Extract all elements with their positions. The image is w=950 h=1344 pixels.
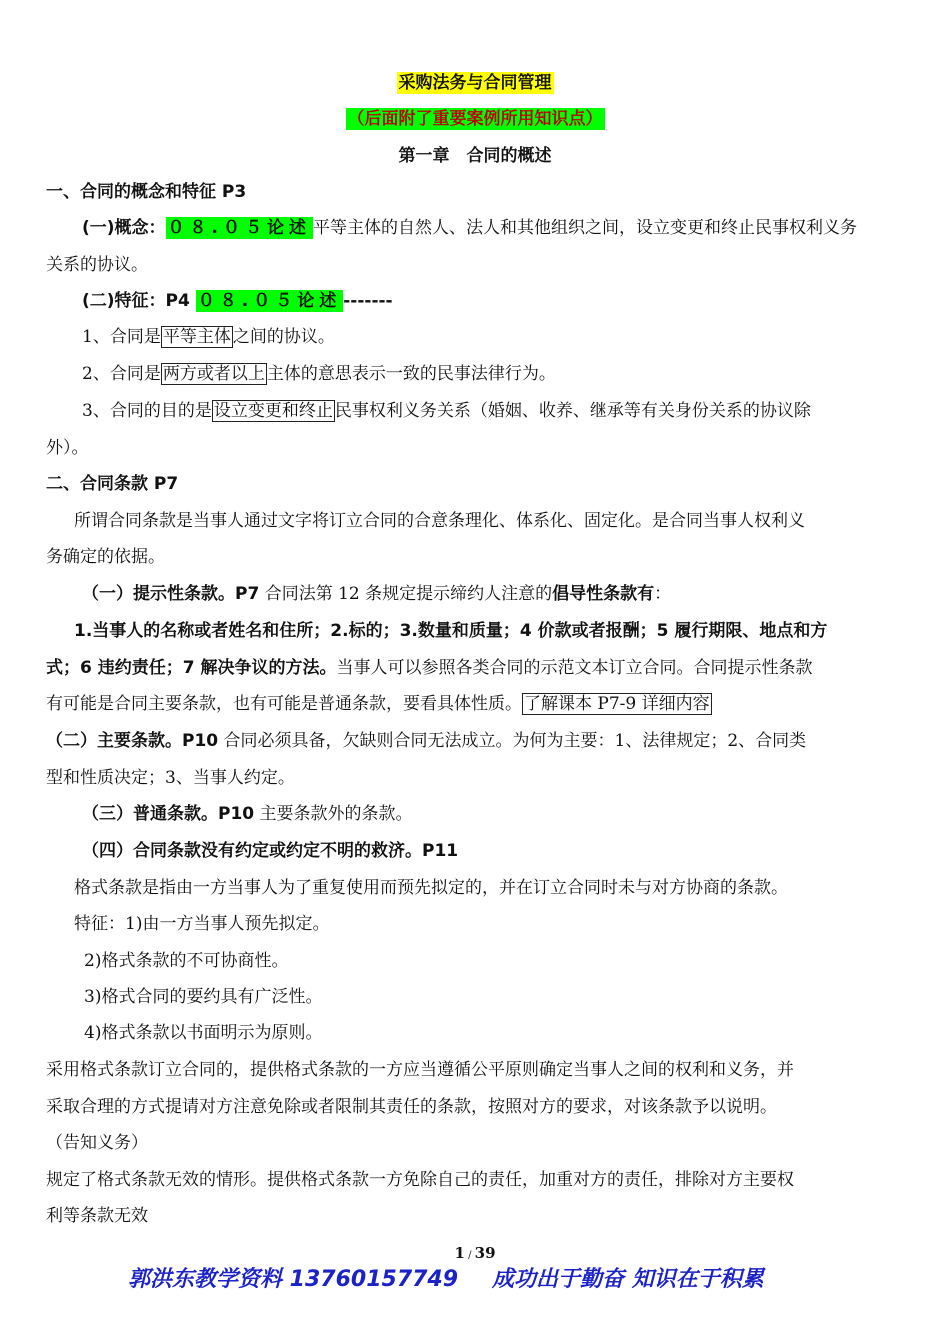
ordinary-clause-line: （三）普通条款。P10 主要条款外的条款。 [82,804,413,824]
section-1-heading: 一、合同的概念和特征 P3 [46,182,247,202]
doc-subtitle: （后面附了重要案例所用知识点） [347,109,603,129]
clause-intro: 所谓合同条款是当事人通过文字将订立合同的合意条理化、体系化、固定化。是合同当事人权利义 [74,511,805,531]
clause-intro-cont: 务确定的依据。 [46,547,165,567]
standard-feature-3: 3)格式合同的要约具有广泛性。 [84,987,323,1007]
textbook-reference-box: 了解课本 P7-9 详细内容 [524,694,710,714]
paragraph-line: 利等条款无效 [46,1206,148,1226]
feature-item-2: 2、合同是 两方或者以上 主体的意思表示一致的民事法律行为。 [82,364,556,384]
feature-line: (二)特征：P4 ０８.０５论述 ------- [82,291,393,311]
feature-item-3: 3、合同的目的是 设立变更和终止 民事权利义务关系（婚姻、收养、继承等有关身份关系的协议除 [82,401,811,421]
exam-tag: ０８.０５论述 [167,218,312,238]
prompt-clause-list-cont: 式；6 违约责任；7 解决争议的方法。当事人可以参照各类合同的示范文本订立合同。合同提示性条款 [46,658,813,678]
prompt-clause-line: （一）提示性条款。P7 合同法第 12 条规定提示缔约人注意的倡导性条款有： [82,584,672,604]
doc-title: 采购法务与合同管理 [398,73,552,93]
concept-line: (一)概念： ０８.０５论述 平等主体的自然人、法人和其他组织之间，设立变更和终止民事权利义务 [82,218,858,238]
exam-tag: ０８.０５论述 [197,291,342,311]
main-clause-line: （二）主要条款。P10 合同必须具备，欠缺则合同无法成立。为何为主要：1、法律规定；2、合同类 [46,731,807,751]
paragraph-line: 采取合理的方式提请对方注意免除或者限制其责任的条款，按照对方的要求，对该条款予以说明。 [46,1097,777,1117]
paragraph-line: （告知义务） [46,1133,148,1153]
page-number: 1 / 39 [454,1244,496,1262]
chapter-title: 第一章 合同的概述 [398,146,552,166]
concept-line-cont: 关系的协议。 [46,255,148,275]
paragraph-line: 规定了格式条款无效的情形。提供格式条款一方免除自己的责任，加重对方的责任，排除对方主要权 [46,1170,794,1190]
prompt-clause-note: 有可能是合同主要条款，也有可能是普通条款，要看具体性质。 了解课本 P7-9 详细内容 [46,694,710,714]
footer-watermark: 郭洪东教学资料 13760157749 成功出于勤奋 知识在于积累 [128,1267,764,1292]
remedy-heading: （四）合同条款没有约定或约定不明的救济。P11 [82,841,459,861]
standard-clause-definition: 格式条款是指由一方当事人为了重复使用而预先拟定的，并在订立合同时未与对方协商的条款。 [74,878,788,898]
main-clause-line-cont: 型和性质决定；3、当事人约定。 [46,768,295,788]
paragraph-line: 采用格式条款订立合同的，提供格式条款的一方应当遵循公平原则确定当事人之间的权利和义务，并 [46,1060,794,1080]
standard-feature-2: 2)格式条款的不可协商性。 [84,951,289,971]
prompt-clause-list: 1.当事人的名称或者姓名和住所；2.标的；3.数量和质量；4 价款或者报酬；5 履行期限、地点和方 [74,621,828,641]
section-2-heading: 二、合同条款 P7 [46,474,179,494]
feature-item-1: 1、合同是 平等主体 之间的协议。 [82,327,335,347]
standard-feature-4: 4)格式条款以书面明示为原则。 [84,1023,323,1043]
standard-feature-1: 特征：1)由一方当事人预先拟定。 [74,914,330,934]
feature-item-3-cont: 外）。 [46,438,89,458]
